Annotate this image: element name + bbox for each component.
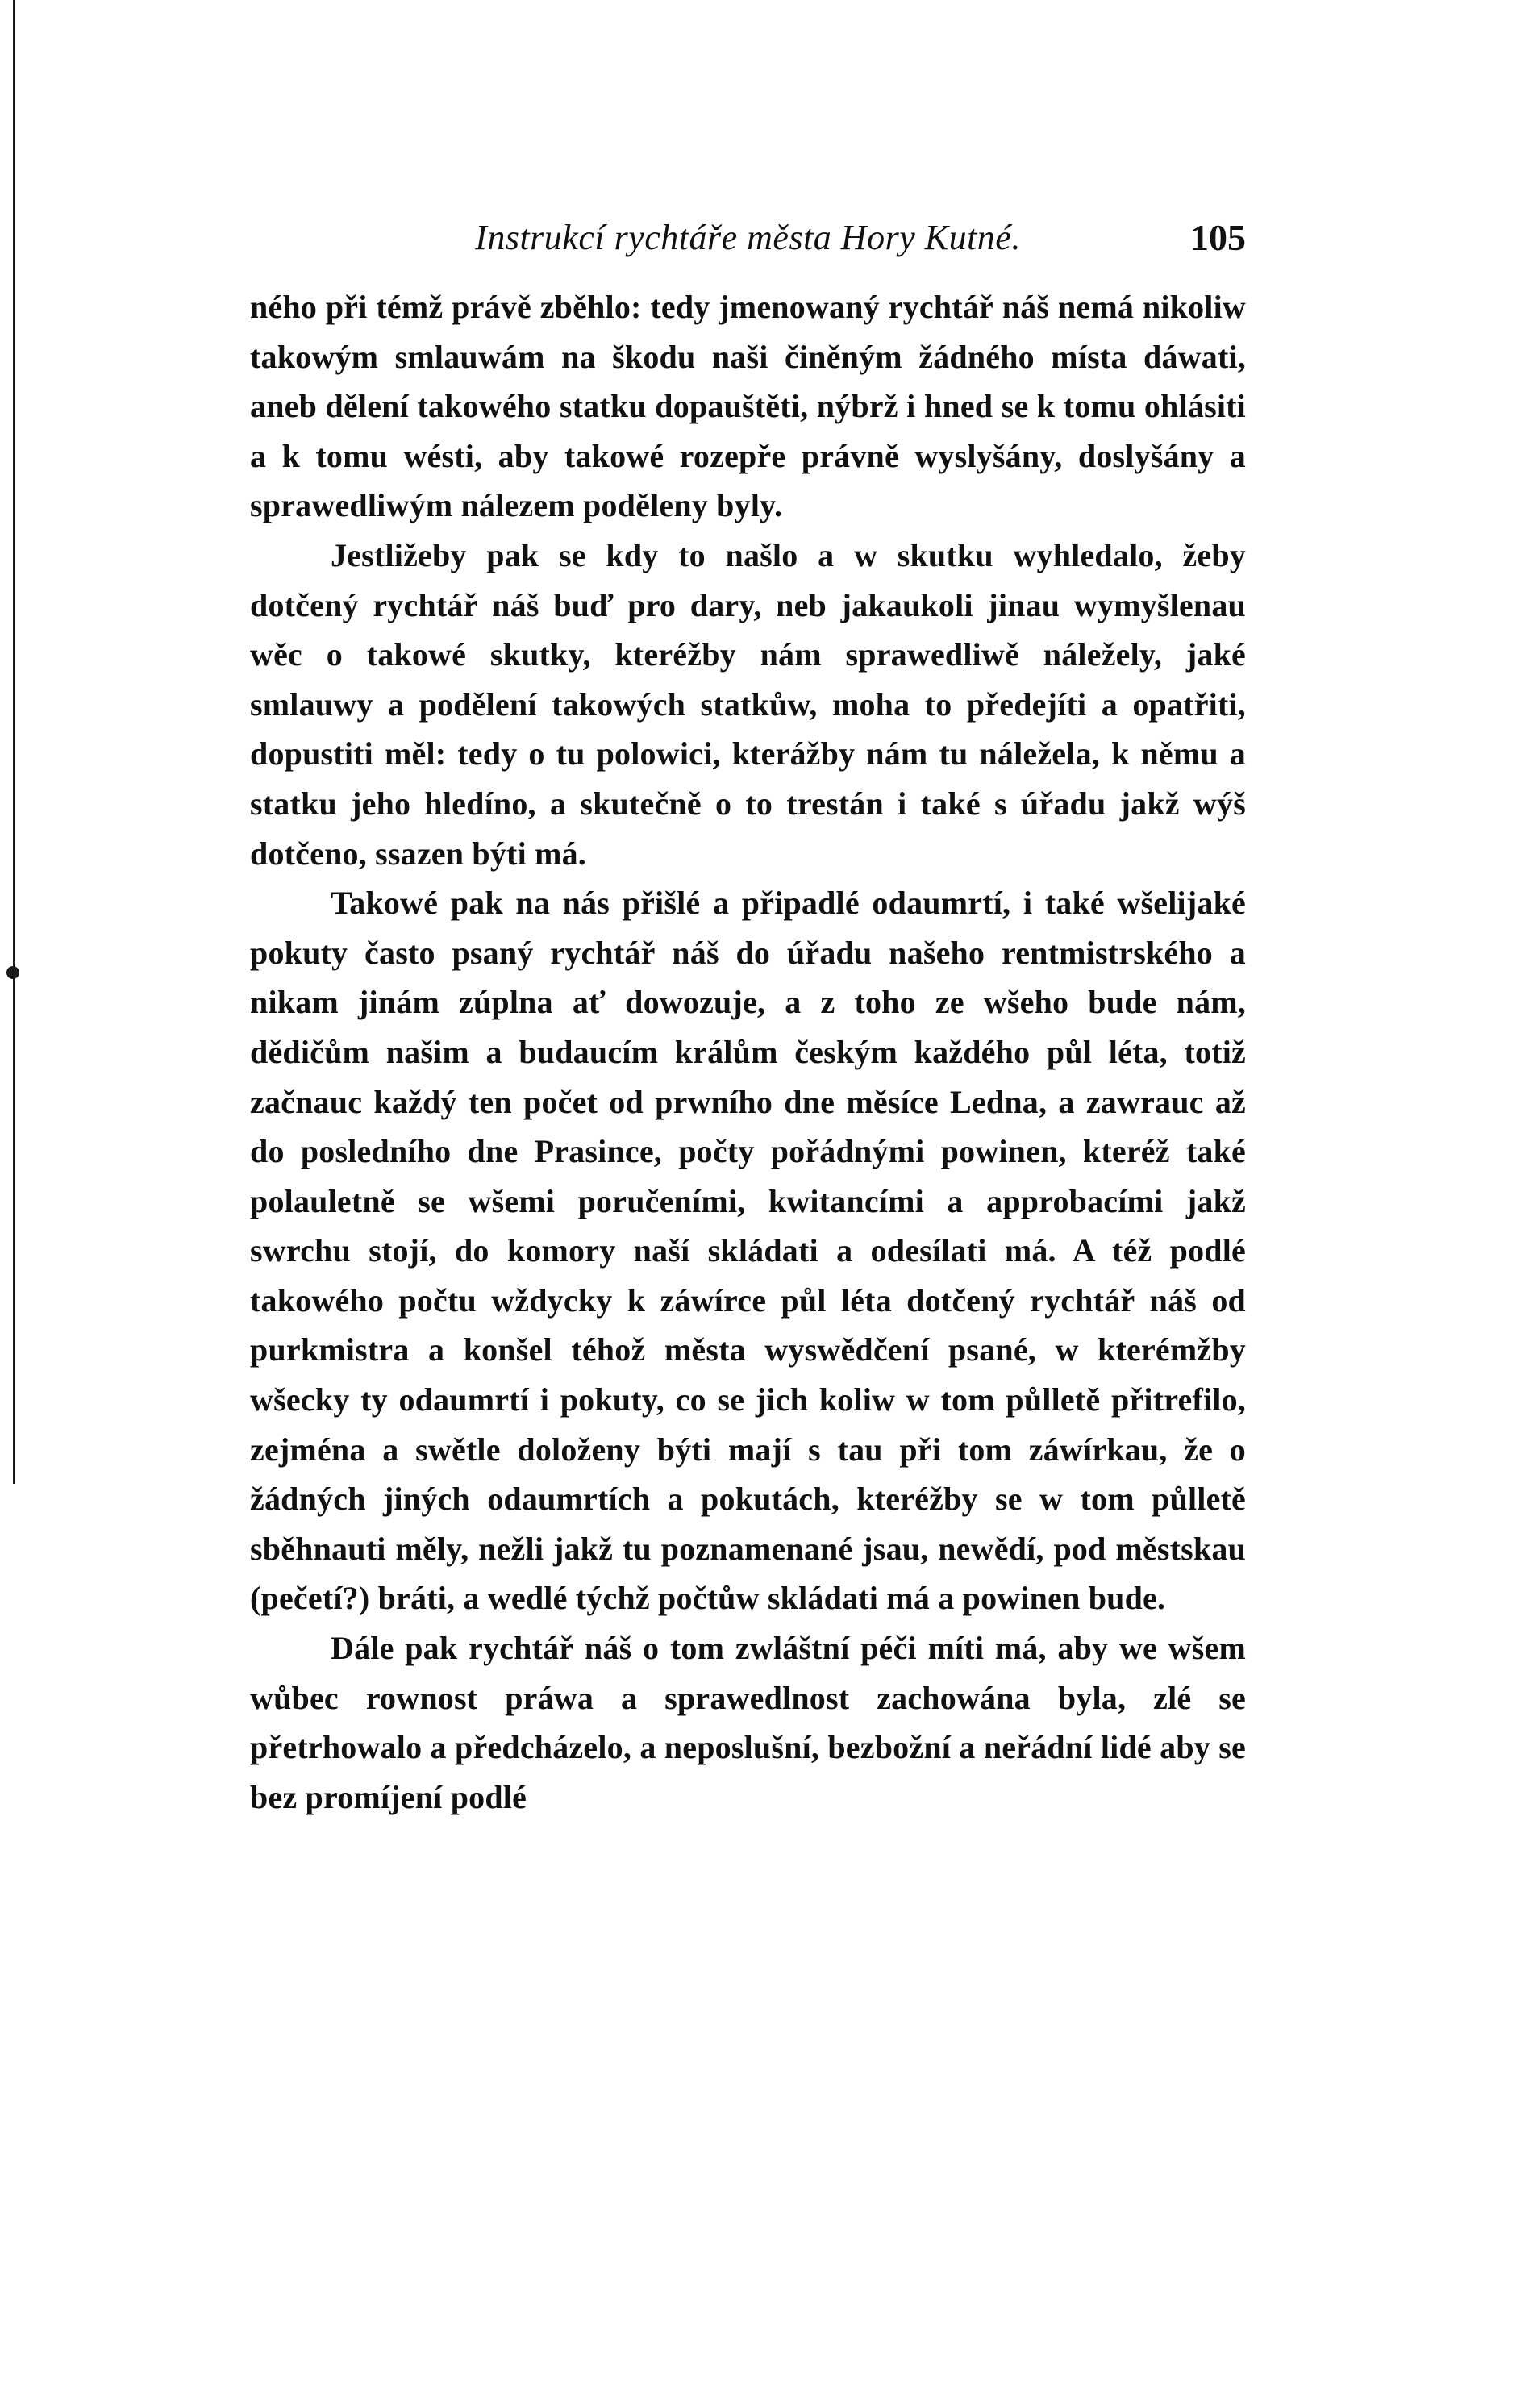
page-header — [250, 206, 1246, 270]
paragraph: Dále pak rychtář náš o tom zwláštní péči míti má, aby we wšem wůbec rownost práwa a sprawedlnost zachowána byla, zlé se přetrhowalo a předcházelo, a neposlušní, bezbožní a neřádní lidé aby se bez promíjení podlé — [250, 1630, 1246, 1815]
paragraph: ného při témž právě zběhlo: tedy jmenowaný rychtář náš nemá nikoliw takowým smlauwám na škodu naši činěným žádného místa dáwati, aneb dělení takowého statku dopauštěti, nýbrž i hned se k tomu ohlásiti a k tomu wésti, aby takowé rozepře právně wyslyšány, doslyšány a sprawedliwým nálezem poděleny byly. — [250, 289, 1246, 524]
paragraph: Jestližeby pak se kdy to našlo a w skutku wyhledalo, žeby dotčený rychtář náš buď pro dary, neb jakaukoli jinau wymyšlenau wěc o takowé skutky, kteréžby nám sprawedliwě náležely, jaké smlauwy a podělení takowých statkůw, moha to předejíti a opatřiti, dopustiti měl: tedy o tu polowici, kterážby nám tu náležela, k němu a statku jeho hledíno, a skutečně o to trestán i také s úřadu jakž wýš dotčeno, ssazen býti má. — [250, 536, 1246, 872]
scan-edge-mark — [6, 966, 19, 979]
running-head: Instrukcí rychtáře města Hory Kutné. — [475, 218, 1021, 257]
body-text — [250, 282, 1246, 2129]
paragraph: Takowé pak na nás přišlé a připadlé odaumrtí, i také wšelijaké pokuty často psaný rychtář náš do úřadu našeho rentmistrského a nikam jinám zúplna ať dowozuje, a z toho ze wšeho bude nám, dědičům našim a budaucím králům českým každého půl léta, totiž začnauc každý ten počet od prwního dne měsíce Ledna, a zawrauc až do posledního dne Prasince, počty pořádnými powinen, kteréž také polauletně se wšemi poručeními, kwitancími a approbacími jakž swrchu stojí, do komory naší skládati a odesílati má. A též podlé takowého počtu wždycky k záwírce půl léta dotčený rychtář náš od purkmistra a konšel téhož města wyswědčení psané, w kterémžby wšecky ty odaumrtí i pokuty, co se jich koliw w tom půlletě přitrefilo, zejména a swětle doloženy býti mají s tau při tom záwírkau, že o žádných jiných odaumrtích a pokutách, kteréžby se w tom půlletě sběhnauti měly, nežli jakž tu poznamenané jsau, newědí, pod městskau (pečetí?) bráti, a wedlé týchž počtůw skládati má a powinen bude. — [250, 885, 1246, 1617]
scan-edge-line — [13, 0, 15, 1484]
page-number: 105 — [1190, 217, 1246, 258]
